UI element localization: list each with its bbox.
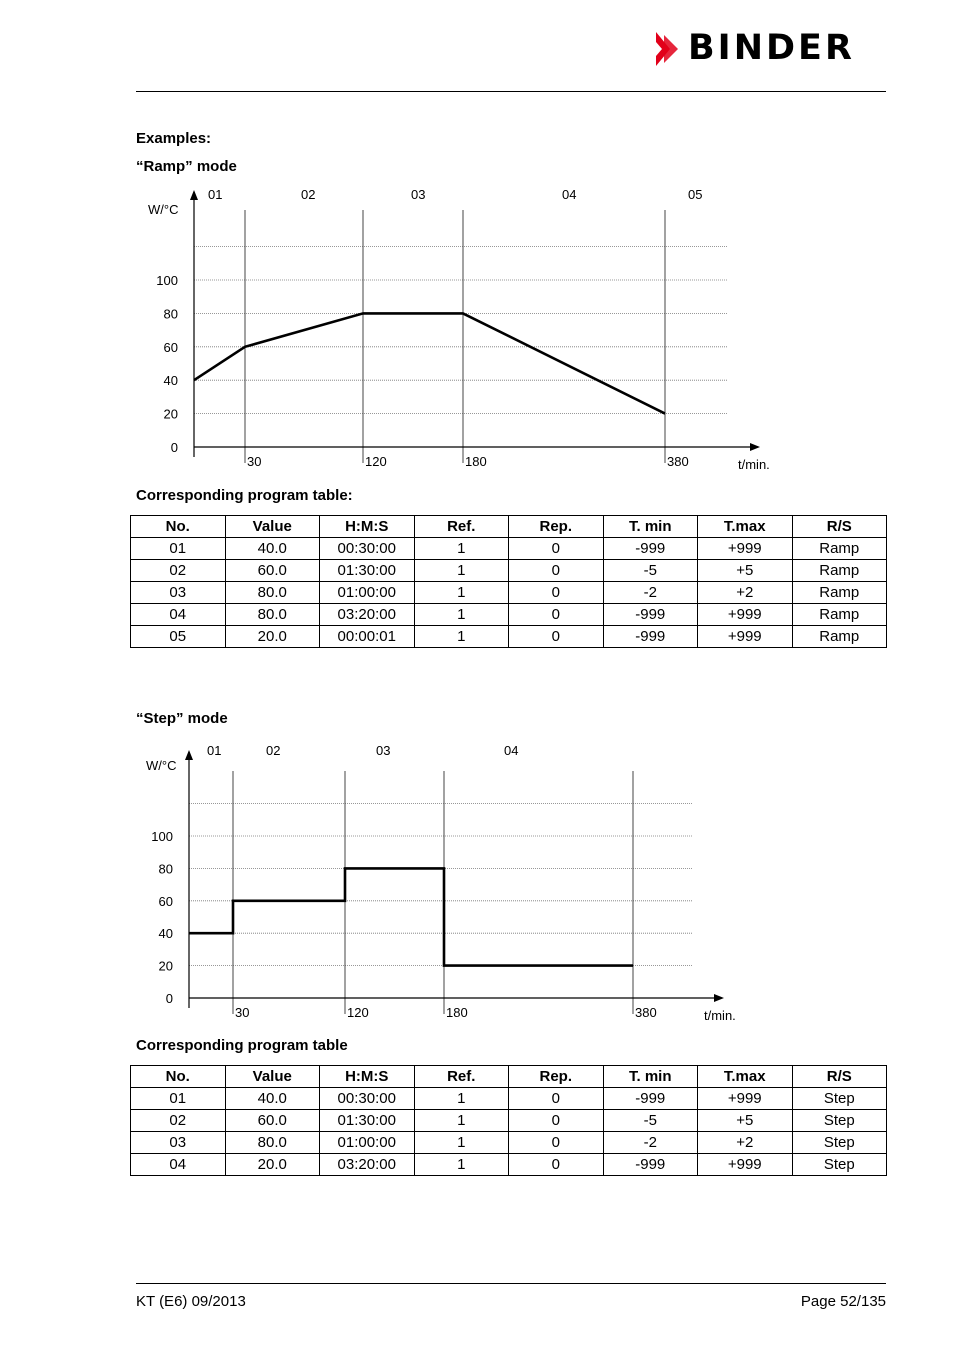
x-axis-label: t/min. (704, 1008, 736, 1023)
table-cell: +2 (698, 582, 793, 604)
table-cell: 0 (509, 560, 604, 582)
table-cell: 01:30:00 (320, 1110, 415, 1132)
table-cell: 04 (131, 1154, 226, 1176)
table-cell: 02 (131, 560, 226, 582)
table-cell: 0 (509, 1110, 604, 1132)
column-header: Rep. (509, 516, 604, 538)
column-header: Ref. (414, 516, 509, 538)
table-cell: 0 (509, 1154, 604, 1176)
table-cell: Ramp (792, 560, 887, 582)
ramp-program-table (130, 515, 887, 648)
table-row (131, 582, 887, 604)
y-tick-label: 100 (151, 829, 173, 844)
segment-label: 02 (301, 187, 316, 202)
table-row (131, 1154, 887, 1176)
column-header: Value (225, 1066, 320, 1088)
table-cell: 1 (414, 1088, 509, 1110)
column-header: T.max (698, 1066, 793, 1088)
y-tick-label: 0 (170, 440, 178, 455)
footer-doc-id: KT (E6) 09/2013 (136, 1293, 246, 1310)
table-cell: 80.0 (225, 1132, 320, 1154)
x-tick-label: 180 (446, 1005, 468, 1020)
table-cell: -999 (603, 626, 698, 648)
step-table-caption: Corresponding program table (136, 1037, 348, 1054)
table-cell: 01:00:00 (320, 1132, 415, 1154)
table-cell: 01 (131, 1088, 226, 1110)
table-cell: 80.0 (225, 604, 320, 626)
table-cell: 0 (509, 1088, 604, 1110)
segment-label: 04 (504, 743, 519, 758)
table-cell: 00:00:01 (320, 626, 415, 648)
ramp-mode-chart (130, 180, 790, 480)
column-header: H:M:S (320, 516, 415, 538)
y-tick-label: 20 (163, 406, 178, 422)
table-cell: 20.0 (225, 626, 320, 648)
table-cell: 1 (414, 582, 509, 604)
table-cell: +2 (698, 1132, 793, 1154)
binder-logo-mark-icon (654, 32, 684, 66)
table-cell: 60.0 (225, 1110, 320, 1132)
table-cell: Step (792, 1154, 887, 1176)
x-tick-label: 30 (235, 1005, 250, 1020)
table-cell: 0 (509, 626, 604, 648)
table-cell: 00:30:00 (320, 538, 415, 560)
program-curve-line (194, 313, 665, 413)
y-axis-arrow-icon (185, 750, 193, 760)
table-cell: 1 (414, 1154, 509, 1176)
x-tick-label: 30 (247, 454, 262, 469)
table-cell: -999 (603, 538, 698, 560)
step-mode-chart (130, 736, 790, 1032)
table-cell: Step (792, 1132, 887, 1154)
y-tick-label: 80 (158, 861, 173, 877)
y-tick-label: 0 (165, 991, 173, 1006)
x-tick-label: 380 (635, 1005, 657, 1020)
table-cell: 80.0 (225, 582, 320, 604)
table-cell: 03 (131, 1132, 226, 1154)
brand-name: BINDER (688, 28, 855, 68)
binder-logo (654, 30, 890, 70)
program-curve-line (189, 868, 633, 965)
table-cell: -2 (603, 582, 698, 604)
column-header: H:M:S (320, 1066, 415, 1088)
x-tick-label: 380 (667, 454, 689, 469)
table-cell: -5 (603, 1110, 698, 1132)
table-cell: -999 (603, 1088, 698, 1110)
segment-label: 01 (207, 743, 222, 758)
table-row (131, 1110, 887, 1132)
table-cell: 01:30:00 (320, 560, 415, 582)
column-header: T. min (603, 1066, 698, 1088)
step-program-table (130, 1065, 887, 1176)
column-header: T. min (603, 516, 698, 538)
table-row (131, 1088, 887, 1110)
table-cell: 02 (131, 1110, 226, 1132)
table-cell: 1 (414, 604, 509, 626)
column-header: T.max (698, 516, 793, 538)
table-cell: 01 (131, 538, 226, 560)
column-header: No. (131, 1066, 226, 1088)
table-cell: 40.0 (225, 1088, 320, 1110)
table-cell: 01:00:00 (320, 582, 415, 604)
x-axis-arrow-icon (714, 994, 724, 1002)
ramp-table-caption: Corresponding program table: (136, 487, 353, 504)
header-rule (136, 91, 886, 92)
table-cell: -2 (603, 1132, 698, 1154)
y-tick-label: 20 (158, 958, 173, 974)
table-cell: Ramp (792, 604, 887, 626)
segment-label: 03 (411, 187, 426, 202)
step-mode-title: “Step” mode (136, 710, 228, 727)
table-cell: 0 (509, 604, 604, 626)
footer-page-number: Page 52/135 (800, 1293, 886, 1310)
table-cell: 04 (131, 604, 226, 626)
y-tick-label: 40 (158, 926, 173, 942)
table-cell: Ramp (792, 582, 887, 604)
column-header: Rep. (509, 1066, 604, 1088)
table-cell: 1 (414, 1132, 509, 1154)
column-header: Ref. (414, 1066, 509, 1088)
segment-label: 03 (376, 743, 391, 758)
footer-rule (136, 1283, 886, 1284)
table-cell: Ramp (792, 538, 887, 560)
table-cell: 1 (414, 626, 509, 648)
table-cell: 0 (509, 1132, 604, 1154)
table-row (131, 560, 887, 582)
x-axis-label: t/min. (738, 457, 770, 472)
segment-label: 02 (266, 743, 281, 758)
y-tick-label: 100 (156, 273, 178, 288)
ramp-mode-title: “Ramp” mode (136, 158, 237, 175)
table-cell: 20.0 (225, 1154, 320, 1176)
table-cell: +999 (698, 1154, 793, 1176)
table-row (131, 626, 887, 648)
table-cell: 0 (509, 582, 604, 604)
y-tick-label: 60 (163, 339, 178, 355)
table-header-row (131, 1066, 887, 1088)
y-axis-arrow-icon (190, 190, 198, 200)
segment-label: 01 (208, 187, 223, 202)
examples-label: Examples: (136, 130, 212, 147)
column-header: No. (131, 516, 226, 538)
table-cell: 05 (131, 626, 226, 648)
table-cell: Step (792, 1088, 887, 1110)
table-row (131, 604, 887, 626)
table-cell: -999 (603, 1154, 698, 1176)
table-cell: Ramp (792, 626, 887, 648)
y-axis-label: W/°C (146, 758, 177, 773)
table-cell: 1 (414, 1110, 509, 1132)
column-header: R/S (792, 516, 887, 538)
y-axis-label: W/°C (148, 202, 179, 217)
table-header-row (131, 516, 887, 538)
table-cell: 03 (131, 582, 226, 604)
table-cell: 60.0 (225, 560, 320, 582)
x-tick-label: 120 (365, 454, 387, 469)
table-cell: +999 (698, 1088, 793, 1110)
table-cell: -999 (603, 604, 698, 626)
segment-label: 04 (562, 187, 577, 202)
x-tick-label: 120 (347, 1005, 369, 1020)
table-cell: Step (792, 1110, 887, 1132)
table-cell: -5 (603, 560, 698, 582)
table-cell: 0 (509, 538, 604, 560)
x-tick-label: 180 (465, 454, 487, 469)
table-cell: +999 (698, 604, 793, 626)
y-tick-label: 60 (158, 893, 173, 909)
table-cell: +999 (698, 626, 793, 648)
column-header: R/S (792, 1066, 887, 1088)
table-cell: +5 (698, 560, 793, 582)
table-cell: 00:30:00 (320, 1088, 415, 1110)
table-cell: 03:20:00 (320, 1154, 415, 1176)
table-cell: 1 (414, 560, 509, 582)
column-header: Value (225, 516, 320, 538)
table-cell: 1 (414, 538, 509, 560)
table-cell: 03:20:00 (320, 604, 415, 626)
table-row (131, 1132, 887, 1154)
y-tick-label: 40 (163, 373, 178, 389)
x-axis-arrow-icon (750, 443, 760, 451)
y-tick-label: 80 (163, 306, 178, 322)
table-cell: +999 (698, 538, 793, 560)
segment-label: 05 (688, 187, 703, 202)
table-cell: 40.0 (225, 538, 320, 560)
table-row (131, 538, 887, 560)
table-cell: +5 (698, 1110, 793, 1132)
